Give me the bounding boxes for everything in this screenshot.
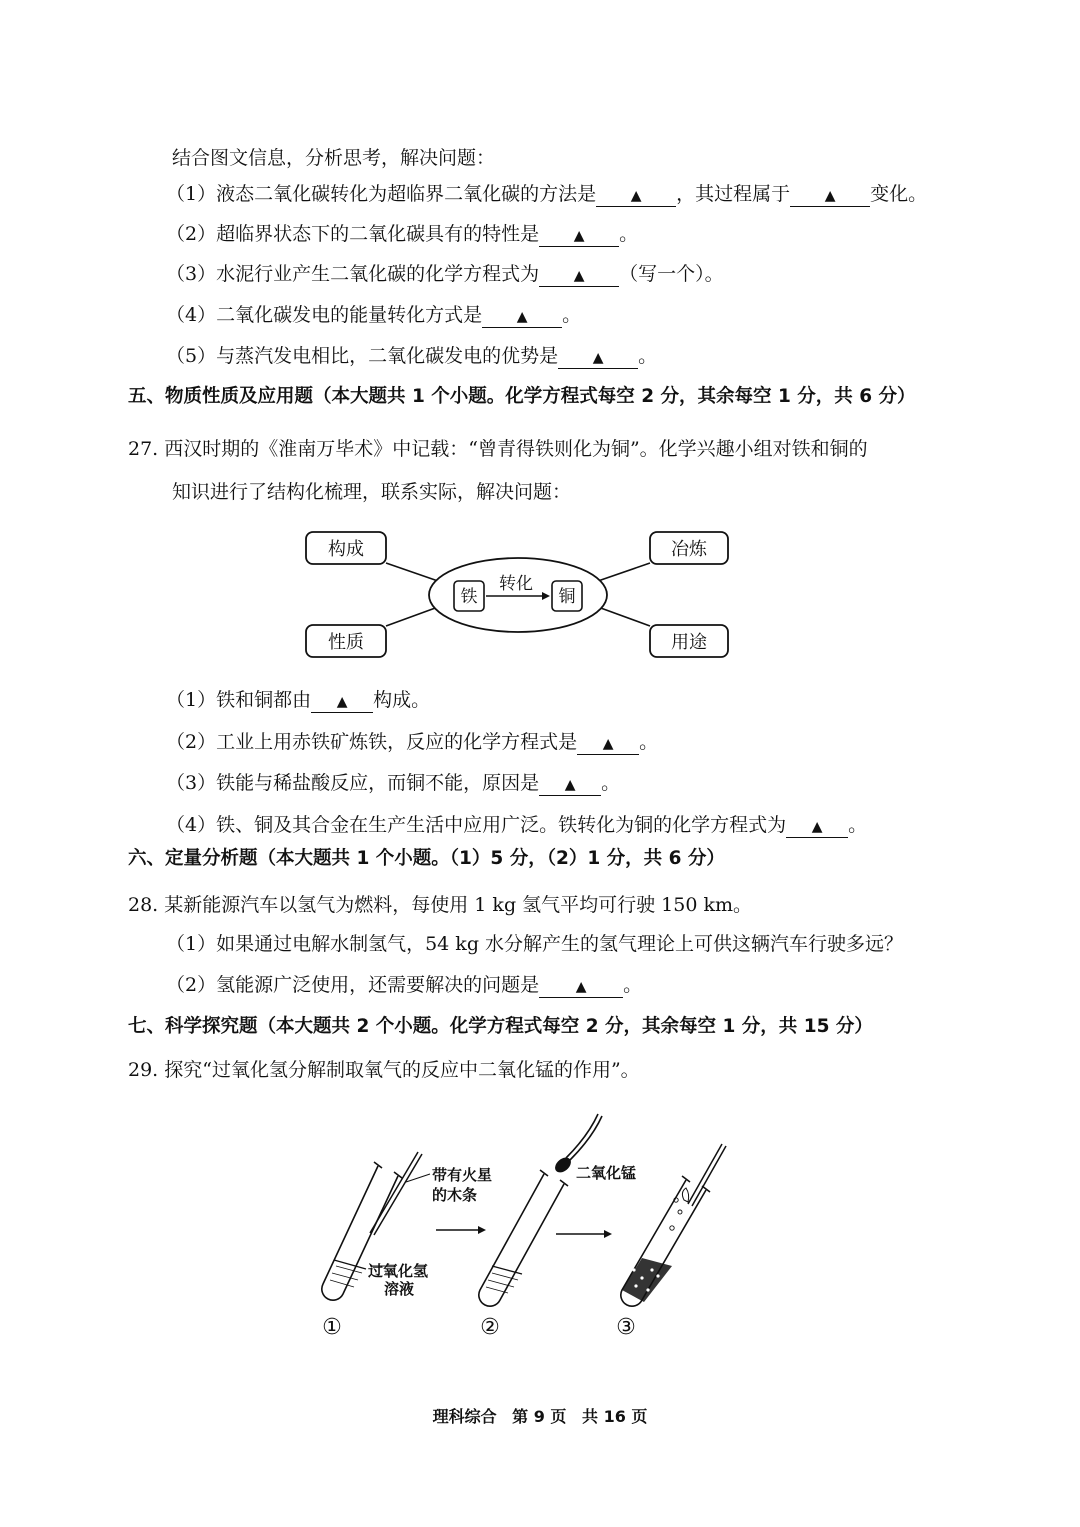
- box-composition-label: 构成: [328, 539, 364, 560]
- section-5-heading: 五、物质性质及应用题（本大题共 1 个小题。化学方程式每空 2 分，其余每空 1 分，共 6 分）: [128, 386, 916, 407]
- step-label-1: ①: [322, 1315, 342, 1340]
- q26-item-2-post: 。: [619, 223, 639, 245]
- q26-item-5-post: 。: [638, 345, 658, 367]
- q27-item-4-pre: （4）铁、铜及其合金在生产生活中应用广泛。铁转化为铜的化学方程式为: [166, 814, 787, 836]
- answer-blank[interactable]: ▲: [311, 690, 373, 713]
- q27-item-4: [166, 813, 867, 838]
- relit-splint: [682, 1144, 726, 1206]
- q26-item-2-pre: （2）超临界状态下的二氧化碳具有的特性是: [166, 223, 540, 245]
- experiment-figure: [300, 1108, 740, 1343]
- q26-item-1: [166, 182, 927, 207]
- answer-blank[interactable]: ▲: [539, 975, 623, 998]
- section-6-heading: 六、定量分析题（本大题共 1 个小题。（1）5 分，（2）1 分，共 6 分）: [128, 848, 725, 869]
- q26-item-2: [166, 222, 638, 247]
- q27-item-2-pre: （2）工业上用赤铁矿炼铁，反应的化学方程式是: [166, 731, 578, 753]
- q27-item-3-post: 。: [601, 772, 621, 794]
- section-7-heading: 七、科学探究题（本大题共 2 个小题。化学方程式每空 2 分，其余每空 1 分，共 15 分）: [128, 1016, 873, 1037]
- q26-item-1-post: 变化。: [870, 183, 928, 205]
- answer-blank[interactable]: ▲: [482, 305, 562, 328]
- connector-line: [598, 563, 650, 581]
- q27-item-2-post: 。: [639, 731, 659, 753]
- arrow-head-icon: [604, 1230, 612, 1238]
- transform-arrow-label: 转化: [499, 574, 533, 594]
- q26-item-4-post: 。: [562, 304, 582, 326]
- q27-item-3-pre: （3）铁能与稀盐酸反应，而铜不能，原因是: [166, 772, 540, 794]
- q27-item-1-post: 构成。: [373, 689, 431, 711]
- q27-item-3: [166, 771, 620, 796]
- q27-item-1-pre: （1）铁和铜都由: [166, 689, 312, 711]
- footer-subject: 理科综合: [432, 1407, 497, 1426]
- answer-blank[interactable]: ▲: [786, 815, 848, 838]
- test-tube-2: [479, 1170, 568, 1306]
- label-splint-line-1: 带有火星: [432, 1166, 493, 1184]
- q27-stem-line-1: 27. 西汉时期的《淮南万毕术》中记载：“曾青得铁则化为铜”。化学兴趣小组对铁和铜的: [128, 438, 868, 460]
- label-splint-line-2: 的木条: [432, 1186, 478, 1204]
- q28-item-2-pre: （2）氢能源广泛使用，还需要解决的问题是: [166, 974, 540, 996]
- iron-copper-concept-map: [300, 525, 740, 665]
- answer-blank[interactable]: ▲: [539, 264, 619, 287]
- q26-item-3-pre: （3）水泥行业产生二氧化碳的化学方程式为: [166, 263, 540, 285]
- q26-item-4: [166, 303, 581, 328]
- q26-item-5: [166, 344, 657, 369]
- answer-blank[interactable]: ▲: [539, 773, 601, 796]
- q26-item-1-pre: （1）液态二氧化碳转化为超临界二氧化碳的方法是: [166, 183, 597, 205]
- q28-item-1: （1）如果通过电解水制氢气，54 kg 水分解产生的氢气理论上可供这辆汽车行驶多远？: [166, 933, 904, 955]
- q26-item-5-pre: （5）与蒸汽发电相比，二氧化碳发电的优势是: [166, 345, 559, 367]
- q27-stem-line-2: 知识进行了结构化梳理，联系实际，解决问题：: [172, 481, 572, 503]
- box-properties-label: 性质: [328, 632, 364, 653]
- box-uses-label: 用途: [671, 632, 707, 653]
- answer-blank[interactable]: ▲: [790, 184, 870, 207]
- box-copper-label: 铜: [558, 587, 576, 607]
- answer-blank[interactable]: ▲: [539, 224, 619, 247]
- answer-blank[interactable]: ▲: [558, 346, 638, 369]
- footer-page-number: 第 9 页: [512, 1407, 567, 1426]
- box-iron-label: 铁: [460, 587, 478, 607]
- q28-stem: 28. 某新能源汽车以氢气为燃料，每使用 1 kg 氢气平均可行驶 150 km。: [128, 894, 753, 916]
- connector-line: [386, 563, 438, 581]
- box-smelting-label: 冶炼: [671, 539, 707, 560]
- q27-item-4-post: 。: [848, 814, 868, 836]
- q26-item-3-post: （写一个）。: [619, 263, 724, 285]
- q27-item-2: [166, 730, 658, 755]
- q26-item-1-mid: ，其过程属于: [676, 183, 791, 205]
- arrow-head-icon: [478, 1226, 486, 1234]
- connector-line: [598, 607, 650, 626]
- q26-item-3: [166, 262, 724, 287]
- q28-item-2: [166, 973, 642, 998]
- q27-item-1: [166, 688, 430, 713]
- q28-item-2-post: 。: [623, 974, 643, 996]
- step-label-2: ②: [480, 1315, 500, 1340]
- q29-stem: 29. 探究“过氧化氢分解制取氧气的反应中二氧化锰的作用”。: [128, 1059, 640, 1081]
- page-footer: [0, 1404, 1080, 1427]
- footer-total-pages: 共 16 页: [582, 1407, 648, 1426]
- step-label-3: ③: [616, 1315, 636, 1340]
- test-tube-3: [621, 1176, 710, 1306]
- answer-blank[interactable]: ▲: [596, 184, 676, 207]
- q26-item-4-pre: （4）二氧化碳发电的能量转化方式是: [166, 304, 483, 326]
- label-mno2: 二氧化锰: [576, 1164, 637, 1182]
- connector-line: [386, 607, 438, 626]
- answer-blank[interactable]: ▲: [577, 732, 639, 755]
- label-solution-line-2: 溶液: [384, 1280, 415, 1298]
- label-solution-line-1: 过氧化氢: [368, 1262, 429, 1280]
- intro-text: 结合图文信息，分析思考，解决问题：: [172, 147, 496, 169]
